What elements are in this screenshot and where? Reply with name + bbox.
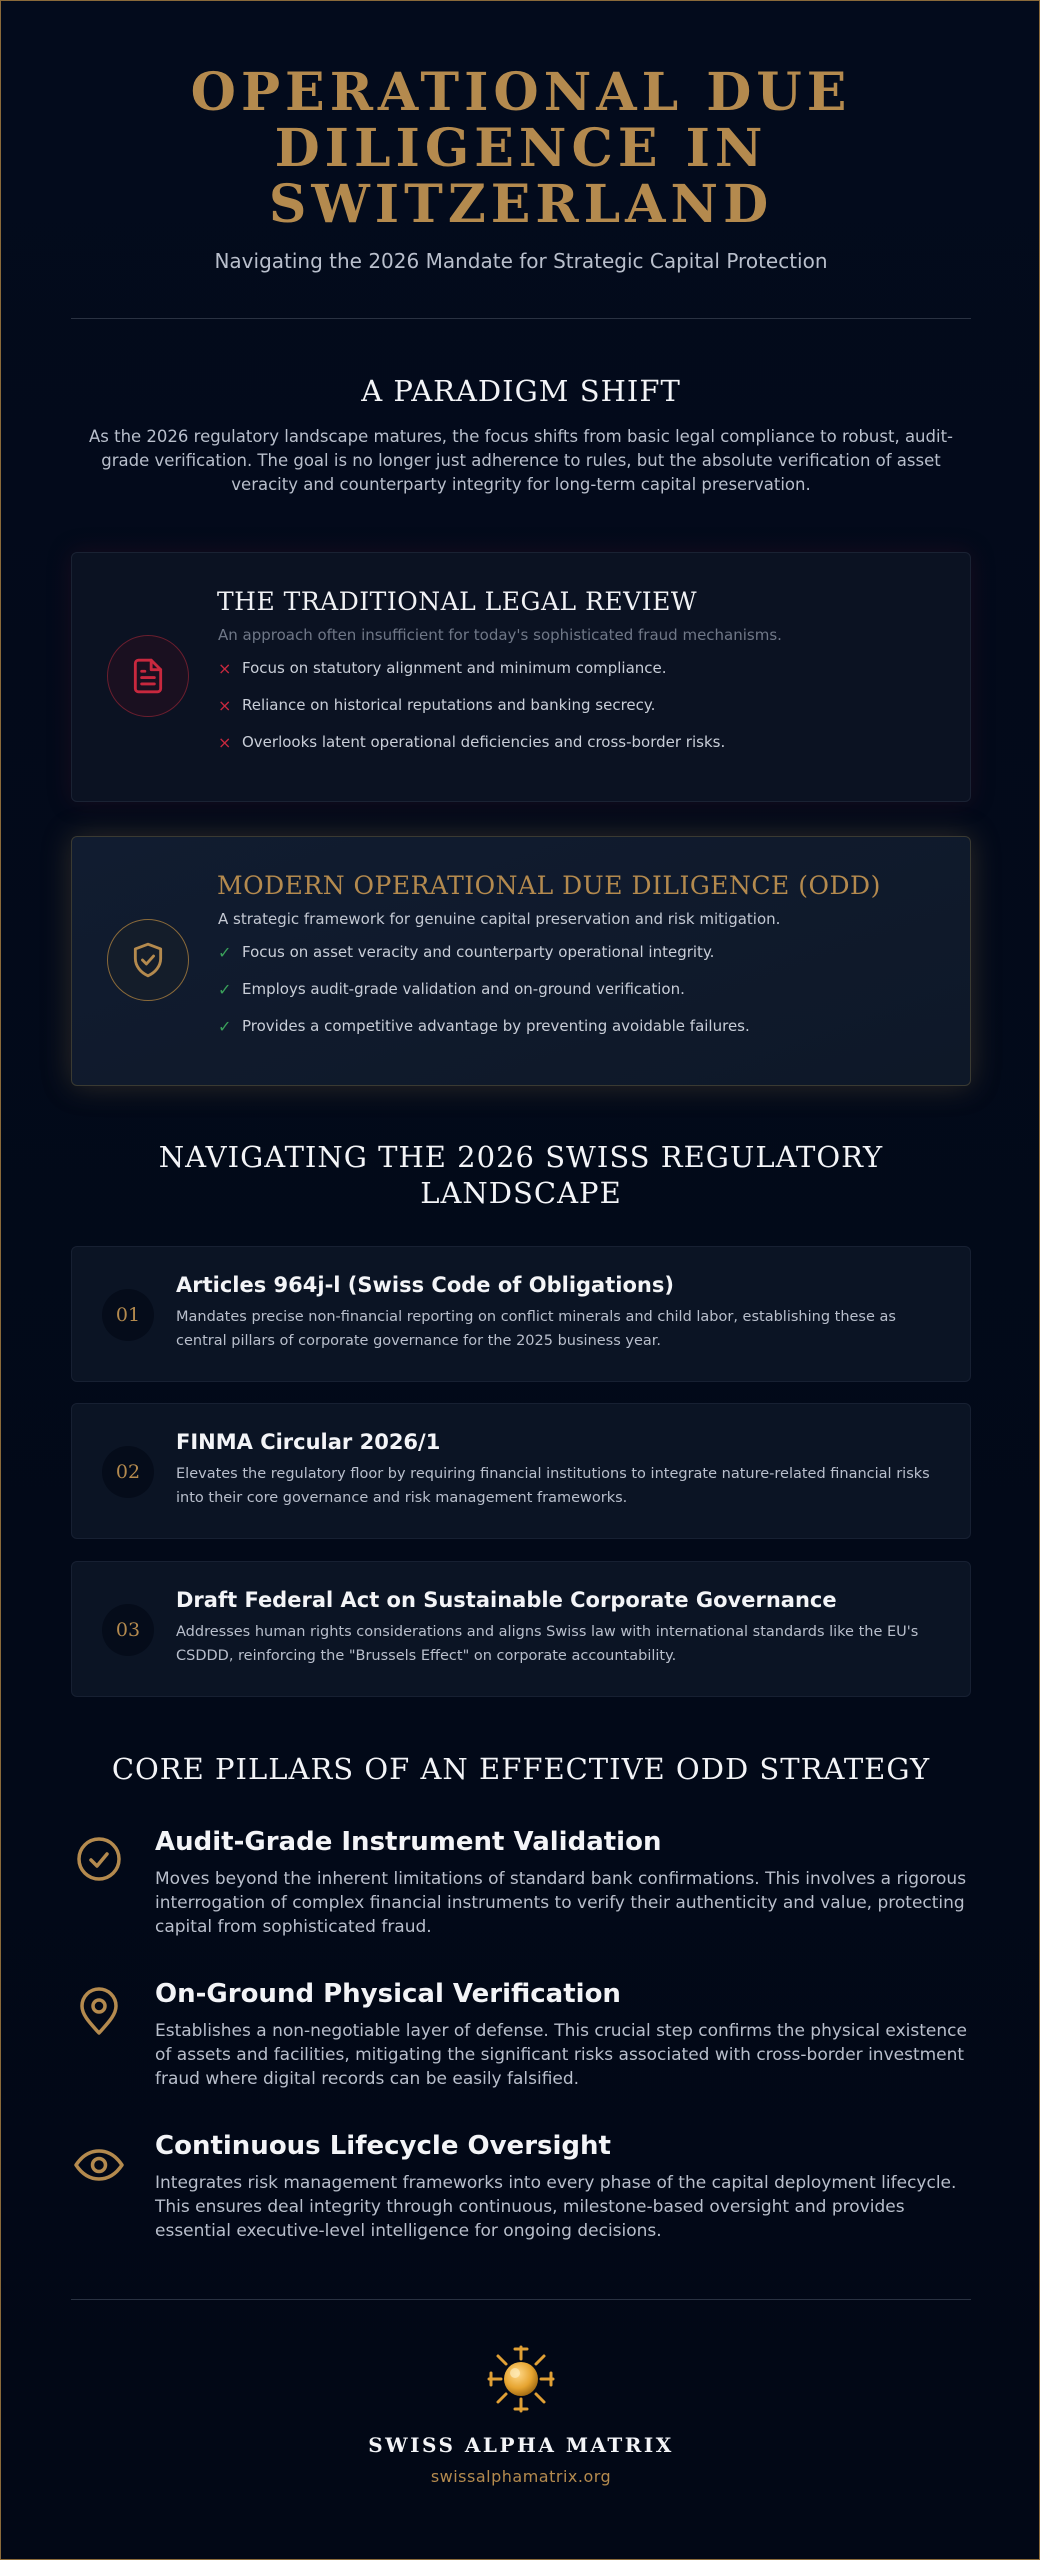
list-item: ✓ Provides a competitive advantage by preventing avoidable failures. [218,1017,750,1036]
traditional-title: THE TRADITIONAL LEGAL REVIEW [217,587,698,616]
regulation-description: Elevates the regulatory floor by requiring financial institutions to integrate nature-related financial risks into their core governance and risk management frameworks. [176,1466,930,1506]
brand-link[interactable]: swissalphamatrix.org [430,2467,612,2486]
check-circle-icon [73,1833,125,1885]
regulation-description: Mandates precise non-financial reporting on conflict minerals and child labor, establishing these as central pillars of corporate governance for the 2025 business year. [176,1309,896,1349]
shield-check-icon [107,919,189,1001]
regulation-title: Articles 964j-l (Swiss Code of Obligations) [176,1273,674,1297]
list-item: ✓ Focus on asset veracity and counterparty operational integrity. [218,943,715,962]
cross-icon: × [218,659,232,678]
paradigm-text: As the 2026 regulatory landscape matures, the focus shifts from basic legal compliance to robust, audit-grade verification. The goal is no longer just adherence to rules, but the absolute verification of asset veracity and counterparty integrity for long-term capital preservation. [88,427,953,494]
pillar-description: Moves beyond the inherent limitations of standard bank confirmations. This involves a rigorous interrogation of complex financial instruments to verify their authenticity and value, protecting capital from sophisticated fraud. [155,1869,967,1937]
regulation-number: 02 [102,1446,154,1498]
cross-icon: × [218,733,232,752]
pillar-title: On-Ground Physical Verification [155,1979,621,2009]
page-subtitle: Navigating the 2026 Mandate for Strategic Capital Protection [214,249,828,273]
check-icon: ✓ [218,1017,232,1036]
check-icon: ✓ [218,980,232,999]
regulation-number: 01 [102,1289,154,1341]
modern-odd-card [71,836,971,1086]
traditional-bullets [218,659,938,770]
odd-title: MODERN OPERATIONAL DUE DILIGENCE (ODD) [217,871,881,900]
traditional-review-card [71,552,971,802]
list-item: ✓ Employs audit-grade validation and on-ground verification. [218,980,685,999]
regulation-title: Draft Federal Act on Sustainable Corporate Governance [176,1588,837,1612]
regulatory-heading: NAVIGATING THE 2026 SWISS REGULATORY LANDSCAPE [158,1140,884,1210]
location-pin-icon [73,1985,125,2037]
list-item: × Overlooks latent operational deficiencies and cross-border risks. [218,733,726,752]
eye-icon [73,2139,125,2191]
divider [71,2299,971,2300]
traditional-subtitle: An approach often insufficient for today's sophisticated fraud mechanisms. [218,626,782,644]
paradigm-heading: A PARADIGM SHIFT [361,374,681,408]
pillars-heading: CORE PILLARS OF AN EFFECTIVE ODD STRATEGY [111,1752,931,1786]
check-icon: ✓ [218,943,232,962]
pillar-description: Integrates risk management frameworks into every phase of the capital deployment lifecycle. This ensures deal integrity through continuous, milestone-based oversight and provides essential executive-level intelligence for ongoing decisions. [155,2173,957,2241]
regulation-title: FINMA Circular 2026/1 [176,1430,441,1454]
regulation-card [71,1246,971,1382]
odd-bullets [218,943,938,1054]
cross-icon: × [218,696,232,715]
swiss-alpha-matrix-logo [485,2343,557,2415]
list-item: × Reliance on historical reputations and banking secrecy. [218,696,656,715]
pillar-title: Continuous Lifecycle Oversight [155,2131,611,2161]
regulation-card [71,1561,971,1697]
divider [71,318,971,319]
regulation-description: Addresses human rights considerations and aligns Swiss law with international standards like the EU's CSDDD, reinforcing the "Brussels Effect" on corporate accountability. [176,1624,919,1664]
page-title: OPERATIONAL DUE DILIGENCE IN SWITZERLAND [190,62,852,235]
list-item: × Focus on statutory alignment and minimum compliance. [218,659,667,678]
brand-name: SWISS ALPHA MATRIX [368,2433,674,2457]
pillar-description: Establishes a non-negotiable layer of defense. This crucial step confirms the physical existence of assets and facilities, mitigating the significant risks associated with cross-border investment fraud where digital records can be easily falsified. [155,2021,967,2089]
document-icon [107,635,189,717]
odd-subtitle: A strategic framework for genuine capital preservation and risk mitigation. [218,910,781,928]
regulation-card [71,1403,971,1539]
pillar-title: Audit-Grade Instrument Validation [155,1827,662,1857]
regulation-number: 03 [102,1604,154,1656]
